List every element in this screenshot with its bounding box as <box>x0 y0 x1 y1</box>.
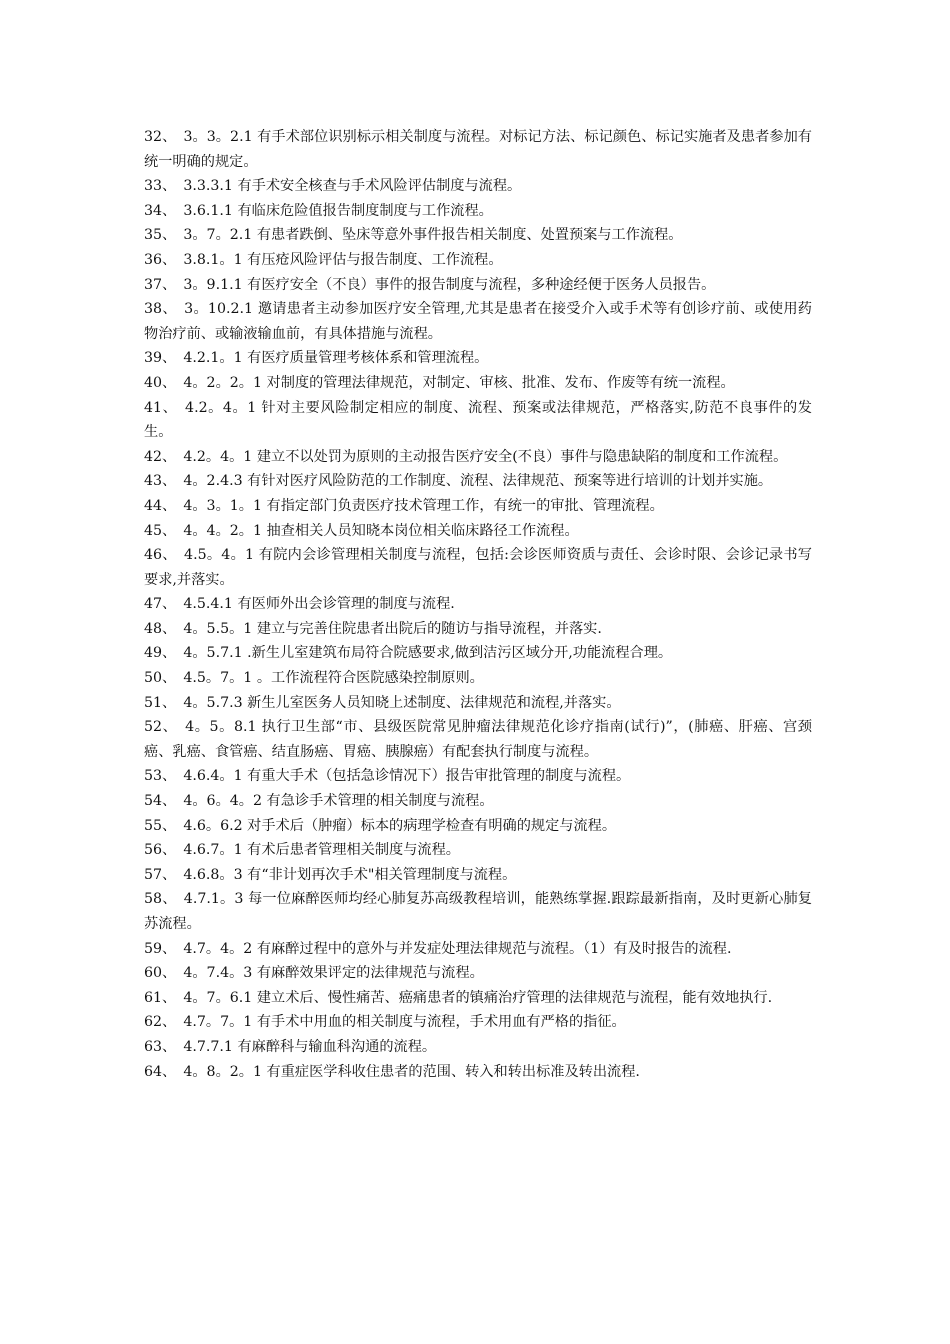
list-item: 45、 4。4。2。1 抽查相关人员知晓本岗位相关临床路径工作流程。 <box>144 522 579 539</box>
list-item: 51、 4。5.7.3 新生儿室医务人员知晓上述制度、法律规范和流程,并落实。 <box>144 694 621 711</box>
list-item: 41、 4.2。4。1 针对主要风险制定相应的制度、流程、预案或法律规范，严格落实,防范不良事件的发生。 <box>144 399 812 441</box>
list-item: 33、 3.3.3.1 有手术安全核查与手术风险评估制度与流程。 <box>144 178 522 195</box>
list-item: 57、 4.6.8。3 有“非计划再次手术"相关管理制度与流程。 <box>144 866 517 883</box>
list-item: 52、 4。5。8.1 执行卫生部“市、县级医院常见肿瘤法律规范化诊疗指南(试行)”，(肺癌、肝癌、宫颈癌、乳癌、食管癌、结直肠癌、胃癌、胰腺癌）有配套执行制度与流程。 <box>144 719 812 760</box>
list-item: 55、 4.6。6.2 对手术后（肿瘤）标本的病理学检查有明确的规定与流程。 <box>144 817 617 834</box>
list-item: 64、 4。8。2。1 有重症医学科收住患者的范围、转入和转出标准及转出流程. <box>144 1063 640 1080</box>
list-item: 63、 4.7.7.1 有麻醉科与输血科沟通的流程。 <box>144 1038 437 1055</box>
list-item: 38、 3。10.2.1 邀请患者主动参加医疗安全管理,尤其是患者在接受介入或手术等有创诊疗前、或使用药物治疗前、或输液输血前，有具体措施与流程。 <box>144 301 812 342</box>
list-item: 54、 4。6。4。2 有急诊手术管理的相关制度与流程。 <box>144 793 494 810</box>
list-item: 56、 4.6.7。1 有术后患者管理相关制度与流程。 <box>144 842 460 859</box>
list-item: 49、 4。5.7.1 .新生儿室建筑布局符合院感要求,做到洁污区域分开,功能流程合理。 <box>144 645 673 662</box>
list-item: 32、 3。3。2.1 有手术部位识别标示相关制度与流程。对标记方法、标记颜色、标记实施者及患者参加有统一明确的规定。 <box>144 129 812 170</box>
list-item: 37、 3。9.1.1 有医疗安全（不良）事件的报告制度与流程，多种途经便于医务人员报告。 <box>144 276 716 293</box>
list-item: 44、 4。3。1。1 有指定部门负责医疗技术管理工作，有统一的审批、管理流程。 <box>144 497 664 514</box>
list-item: 42、 4.2。4。1 建立不以处罚为原则的主动报告医疗安全(不良）事件与隐患缺陷的制度和工作流程。 <box>144 448 788 465</box>
list-item: 58、 4.7.1。3 每一位麻醉医师均经心肺复苏高级教程培训，能熟练掌握.跟踪最新指南，及时更新心肺复苏流程。 <box>144 891 812 932</box>
list-item: 59、 4.7。4。2 有麻醉过程中的意外与并发症处理法律规范与流程。（1）有及时报告的流程. <box>144 940 732 957</box>
list-item: 46、 4.5。4。1 有院内会诊管理相关制度与流程，包括:会诊医师资质与责任、会诊时限、会诊记录书写要求,并落实。 <box>144 547 812 588</box>
list-item: 47、 4.5.4.1 有医师外出会诊管理的制度与流程. <box>144 596 455 613</box>
list-item: 62、 4.7。7。1 有手术中用血的相关制度与流程，手术用血有严格的指征。 <box>144 1014 626 1031</box>
list-item: 34、 3.6.1.1 有临床危险值报告制度制度与工作流程。 <box>144 202 493 219</box>
list-item: 53、 4.6.4。1 有重大手术（包括急诊情况下）报告审批管理的制度与流程。 <box>144 768 631 785</box>
list-item: 43、 4。2.4.3 有针对医疗风险防范的工作制度、流程、法律规范、预案等进行培训的计划并实施。 <box>144 473 773 490</box>
list-item: 48、 4。5.5。1 建立与完善住院患者出院后的随访与指导流程，并落实. <box>144 620 602 637</box>
list-item: 60、 4。7.4。3 有麻醉效果评定的法律规范与流程。 <box>144 965 484 982</box>
list-item: 39、 4.2.1。1 有医疗质量管理考核体系和管理流程。 <box>144 350 489 367</box>
list-item: 50、 4.5。7。1 。工作流程符合医院感染控制原则。 <box>144 670 484 687</box>
list-item: 40、 4。2。2。1 对制度的管理法律规范，对制定、审核、批准、发布、作废等有统一流程。 <box>144 374 735 391</box>
list-item: 61、 4。7。6.1 建立术后、慢性痛苦、癌痛患者的镇痛治疗管理的法律规范与流程，能有效地执行. <box>144 989 773 1006</box>
list-item: 36、 3.8.1。1 有压疮风险评估与报告制度、工作流程。 <box>144 251 503 268</box>
document-body <box>144 125 812 1084</box>
list-item: 35、 3。7。2.1 有患者跌倒、坠床等意外事件报告相关制度、处置预案与工作流程。 <box>144 227 683 244</box>
